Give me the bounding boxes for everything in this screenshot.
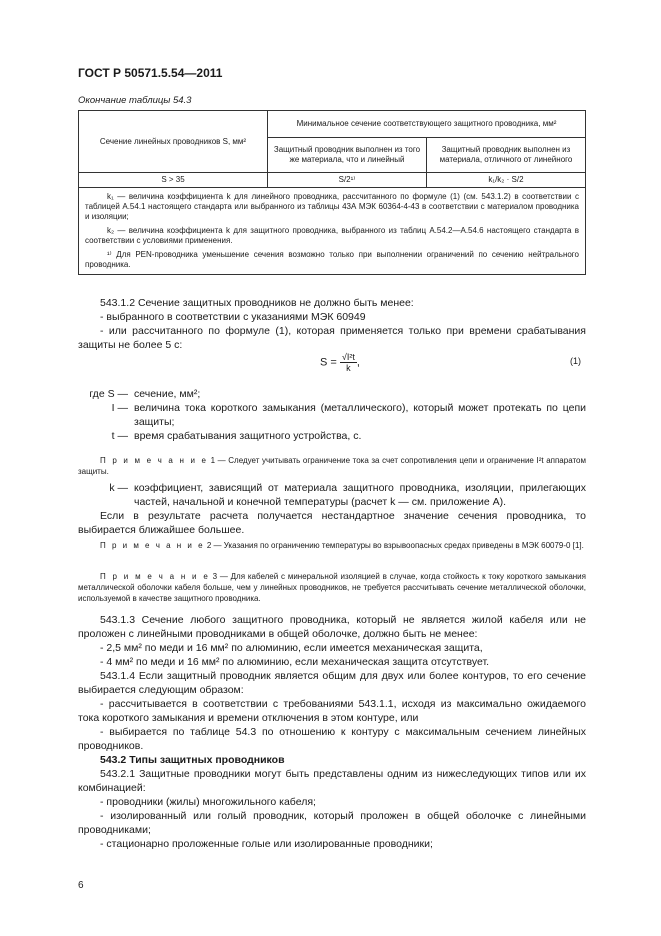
section-heading <box>78 753 586 767</box>
table-cell: S > 35 <box>79 173 268 188</box>
paragraph: 543.1.2 Сечение защитных проводников не должно быть менее: <box>100 297 414 309</box>
paragraph: 543.1.3 Сечение любого защитного проводника, который не является жилой кабеля или не проложен с линейными проводниками в общей оболочке, должно быть не менее: <box>78 614 586 640</box>
note-label: П р и м е ч а н и е <box>100 541 205 550</box>
list-item: - стационарно проложенные голые или изолированные проводники; <box>100 838 433 850</box>
note-2 <box>78 540 586 551</box>
definition-symbol: где S — <box>89 388 128 400</box>
heading-text: 543.2 Типы защитных проводников <box>100 754 285 766</box>
section-543-1-2 <box>78 296 586 352</box>
definition-symbol: t — <box>111 430 128 442</box>
note-label: П р и м е ч а н и е <box>100 572 210 581</box>
paragraph: 543.1.4 Если защитный проводник является общим для двух или более контуров, то его сечение выбирается следующим образом: <box>78 670 586 696</box>
definitions <box>78 387 586 443</box>
paragraph: 543.2.1 Защитные проводники могут быть представлены одним из нижеследующих типов или их комбинацией: <box>78 768 586 794</box>
table-col2-header: Защитный проводник выполнен из того же материала, что и линейный <box>268 138 427 173</box>
section-543-1-3 <box>78 613 586 851</box>
list-item: - или рассчитанного по формуле (1), которая применяется только при времени срабатывания защиты не более 5 с: <box>78 325 586 351</box>
list-item: - выбранного в соответствии с указаниями МЭК 60949 <box>100 311 366 323</box>
definition-symbol: k — <box>109 482 128 494</box>
note-1 <box>78 455 586 477</box>
list-item: - 4 мм² по меди и 16 мм² по алюминию, если механическая защита отсутствует. <box>100 656 490 668</box>
list-item: - рассчитывается в соответствии с требованиями 543.1.1, исходя из максимально ожидаемого тока короткого замыкания и времени отключения в этом контуре, или <box>78 698 586 724</box>
formula-1 <box>320 352 360 373</box>
table-notes <box>79 188 586 275</box>
note-text: 1 — Следует учитывать ограничение тока за счет сопротивления цепи и ограничение I²t аппаратом защиты. <box>78 456 587 476</box>
note-text: 3 — Для кабелей с минеральной изоляцией в случае, когда стойкость к току короткого замыкания металлической оболочки кабеля больше, чем у линейных проводников, не требуется рассчитывать сечение металлической оболочки, используемой в качестве защитного проводника. <box>78 572 586 603</box>
table-caption: Окончание таблицы 54.3 <box>78 95 192 106</box>
note-label: П р и м е ч а н и е <box>100 456 208 465</box>
definition-text: время срабатывания защитного устройства, с. <box>134 430 362 442</box>
document-header: ГОСТ Р 50571.5.54—2011 <box>78 66 223 80</box>
table-cell: k₁/k₂ · S/2 <box>426 173 585 188</box>
list-item: - выбирается по таблице 54.3 по отношению к контуру с максимальным сечением линейных проводников. <box>78 726 586 752</box>
table-group-header: Минимальное сечение соответствующего защитного проводника, мм² <box>268 111 586 138</box>
definition-text: коэффициент, зависящий от материала защитного проводника, изоляции, прилегающих частей, начальной и конечной температуры (расчет k — см. приложение А). <box>134 482 586 508</box>
note-text: 2 — Указания по ограничению температуры во взрывоопасных средах приведены в МЭК 60079-0 [1]. <box>206 541 584 550</box>
definition-row <box>78 401 586 429</box>
definition-k <box>78 481 586 509</box>
definition-row <box>78 429 586 443</box>
formula-lhs: S = <box>320 356 337 369</box>
formula-tail: , <box>356 356 360 369</box>
definition-text: величина тока короткого замыкания (металлического), который может протекать по цепи защиты; <box>134 402 586 428</box>
list-item: - проводники (жилы) многожильного кабеля; <box>100 796 316 808</box>
table-note: k₁ — величина коэффициента k для линейного проводника, рассчитанного по формуле (1) (см. 543.1.2) в соответствии с таблицей А.54.1 настоящего стандарта или выбранного из таблицы 43А МЭК 60364-4-43 в соответствии с материалом проводника и изоляции; <box>85 192 579 221</box>
formula-numerator: √I²t <box>341 352 355 362</box>
definition-symbol: I — <box>111 402 128 414</box>
paragraph: Если в результате расчета получается нестандартное значение сечения проводника, то выбирается ближайшее большее. <box>78 510 586 536</box>
note-3 <box>78 571 586 604</box>
table-note: ¹⁾ Для PEN-проводника уменьшение сечения возможно только при выполнении ограничений по сечению нейтрального проводника. <box>85 250 579 269</box>
table-col3-header: Защитный проводник выполнен из материала, отличного от линейного <box>426 138 585 173</box>
formula-fraction <box>340 352 357 373</box>
table-54-3 <box>78 110 586 275</box>
table-note: k₂ — величина коэффициента k для защитного проводника, выбранного из таблиц А.54.2—А.54.6 настоящего стандарта в соответствии с условиями применения. <box>85 226 579 245</box>
definition-text: сечение, мм²; <box>134 388 201 400</box>
formula-number: (1) <box>570 356 581 366</box>
formula-denominator: k <box>346 363 351 373</box>
definition-row <box>78 387 586 401</box>
table-col1-header: Сечение линейных проводников S, мм² <box>79 111 268 173</box>
page-number: 6 <box>78 880 84 891</box>
paragraph-nonstandard <box>78 509 586 537</box>
list-item: - 2,5 мм² по меди и 16 мм² по алюминию, если имеется механическая защита, <box>100 642 483 654</box>
table-cell: S/2¹⁾ <box>268 173 427 188</box>
list-item: - изолированный или голый проводник, который проложен в общей оболочке с линейными проводниками; <box>78 810 586 836</box>
